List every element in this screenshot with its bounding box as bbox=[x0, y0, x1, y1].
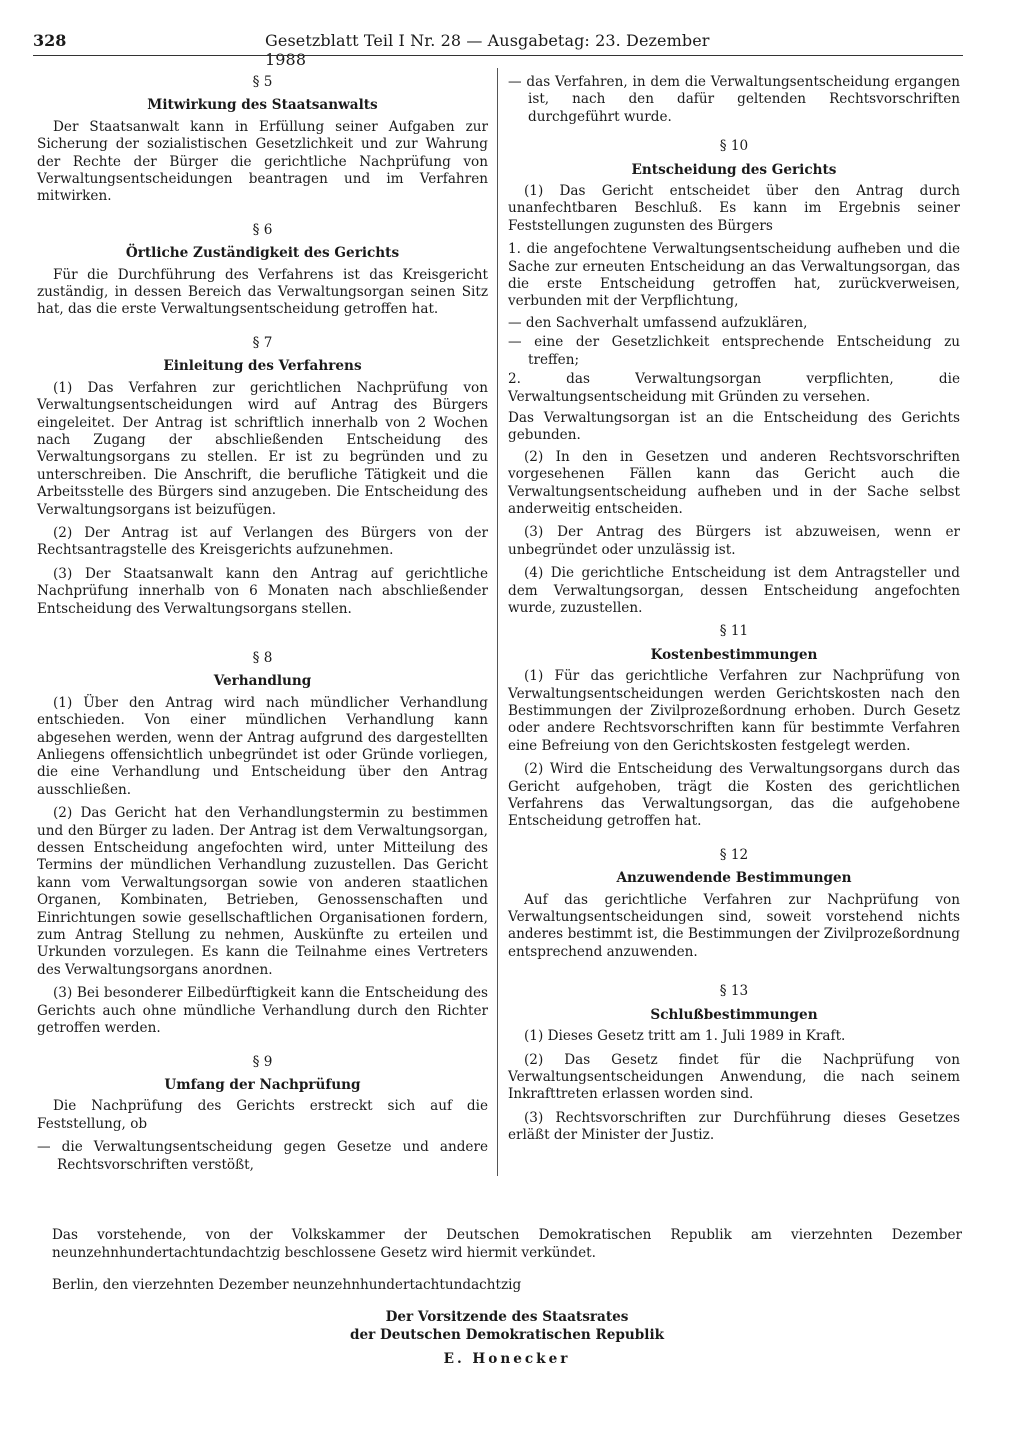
paragraph: Die Nachprüfung des Gerichts erstreckt sich auf die Feststellung, ob bbox=[37, 1098, 488, 1132]
section-title: Schlußbestimmungen bbox=[650, 1006, 818, 1023]
signature-line: Der Vorsitzende des Staatsrates bbox=[385, 1309, 629, 1325]
numbered-item: Das Verwaltungsorgan ist an die Entscheidung des Gerichts gebunden. bbox=[508, 409, 960, 444]
section-title: Kostenbestimmungen bbox=[650, 646, 818, 663]
spacer bbox=[508, 967, 960, 983]
section-number: § 5 bbox=[252, 74, 273, 90]
paragraph: (3) Bei besonderer Eilbedürftigkeit kann die Entscheidung des Gerichts auch ohne mündliche Verhandlung durch den Richter getroffen werden. bbox=[37, 985, 488, 1037]
section-number: § 6 bbox=[252, 221, 273, 238]
dash-list-item: — eine der Gesetzlichkeit entsprechende Entscheidung zu treffen; bbox=[508, 334, 960, 368]
gazette-header-title: Gesetzblatt Teil I Nr. 28 — Ausgabetag: 23. Dezember 1988 bbox=[265, 31, 710, 69]
page-header bbox=[33, 31, 723, 69]
header-rule bbox=[33, 55, 963, 56]
paragraph: (2) Das Gericht hat den Verhandlungstermin zu bestimmen und den Bürger zu laden. Der Antrag ist dem Verwaltungsorgan, dessen Entscheidung angefochten wird, unter Mitteilung des Termins der mündlichen Verhandlung zuzustellen. Das Gericht kann vom Verwaltungsorgan sowie von anderen staatlichen Organen, Kombinaten, Betrieben, Genossenschaften und Einrichtungen sowie gesellschaftlichen Organisationen fordern, zum Antrag Stellung zu nehmen, Auskünfte zu erteilen und Urkunden vorzulegen. Es kann die Teilnahme eines Vertreters des Verwaltungsorgans anordnen. bbox=[37, 805, 488, 978]
place-date: Berlin, den vierzehnten Dezember neunzehnhundertachtundachtzig bbox=[52, 1277, 522, 1293]
section-title: Einleitung des Verfahrens bbox=[163, 358, 362, 375]
section-title: Mitwirkung des Staatsanwalts bbox=[147, 97, 378, 114]
section-title: Anzuwendende Bestimmungen bbox=[616, 870, 852, 887]
section-number: § 10 bbox=[719, 138, 749, 155]
paragraph: (3) Der Antrag des Bürgers ist abzuweisen, wenn er unbegründet oder unzulässig ist. bbox=[508, 524, 960, 558]
numbered-item: 1. die angefochtene Verwaltungsentscheidung aufheben und die Sache zur erneuten Entscheidung an das Verwaltungsorgan, das die erste Entscheidung getroffen hat, zurückverweisen, verbunden mit der Verpflichtung, bbox=[508, 241, 960, 310]
spacer bbox=[37, 325, 488, 335]
section-number: § 9 bbox=[252, 1053, 273, 1070]
spacer bbox=[37, 624, 488, 650]
numbered-item: 2. das Verwaltungsorgan verpflichten, die Verwaltungsentscheidung mit Gründen zu versehen. bbox=[508, 371, 960, 405]
paragraph: Für die Durchführung des Verfahrens ist das Kreisgericht zuständig, in dessen Bereich das Verwaltungsorgan seinen Sitz hat, das die erste Verwaltungsentscheidung getroffen hat. bbox=[37, 266, 488, 318]
dash-list-item: — das Verfahren, in dem die Verwaltungsentscheidung ergangen ist, nach den dafür geltenden Rechtsvorschriften durchgeführt wurde. bbox=[508, 74, 960, 125]
paragraph: (1) Dieses Gesetz tritt am 1. Juli 1989 in Kraft. bbox=[524, 1028, 846, 1045]
section-number: § 13 bbox=[719, 983, 749, 1000]
spacer bbox=[508, 837, 960, 847]
section-number: § 12 bbox=[719, 846, 749, 863]
section-title: Umfang der Nachprüfung bbox=[164, 1076, 361, 1093]
section-title: Entscheidung des Gerichts bbox=[631, 161, 837, 178]
left-column bbox=[37, 74, 488, 1176]
section-number: § 8 bbox=[252, 649, 273, 666]
section-number: § 7 bbox=[252, 334, 273, 351]
paragraph: (1) Über den Antrag wird nach mündlicher Verhandlung entschieden. Von einer mündlichen Verhandlung kann abgesehen werden, wenn der Antrag aufgrund des dargestellten Anliegens offensichtlich unbegründet ist oder Gründe vorliegen, die eine Verhandlung und Entscheidung über den Antrag ausschließen. bbox=[37, 694, 488, 798]
paragraph: (1) Das Gericht entscheidet über den Antrag durch unanfechtbaren Beschluß. Es kann im Ergebnis seiner Feststellungen zugunsten des Bürgers bbox=[508, 183, 960, 234]
paragraph: (3) Der Staatsanwalt kann den Antrag auf gerichtliche Nachprüfung innerhalb von 6 Monaten nach abschließender Entscheidung des Verwaltungsorgans stellen. bbox=[37, 565, 488, 617]
section-number: § 11 bbox=[719, 623, 749, 640]
column-divider bbox=[497, 68, 498, 1176]
dash-list-item: — den Sachverhalt umfassend aufzuklären, bbox=[508, 314, 808, 331]
paragraph: (2) In den in Gesetzen und anderen Rechtsvorschriften vorgesehenen Fällen kann das Gericht auch die Verwaltungsentscheidung aufheben und in der Sache selbst anderweitig entscheiden. bbox=[508, 448, 960, 517]
signature-line: der Deutschen Demokratischen Republik bbox=[349, 1327, 665, 1343]
spacer bbox=[37, 212, 488, 222]
promulgation-block bbox=[52, 1226, 962, 1368]
paragraph: (2) Das Gesetz findet für die Nachprüfung von Verwaltungsentscheidungen Anwendung, die nach seinem Inkrafttreten erlassen worden sind. bbox=[508, 1051, 960, 1103]
paragraph: (2) Der Antrag ist auf Verlangen des Bürgers von der Rechtsantragstelle des Kreisgerichts aufzunehmen. bbox=[37, 524, 488, 559]
spacer bbox=[37, 1044, 488, 1054]
section-title: Verhandlung bbox=[213, 673, 312, 690]
paragraph: (1) Das Verfahren zur gerichtlichen Nachprüfung von Verwaltungsentscheidungen wird auf Antrag des Bürgers eingeleitet. Der Antrag ist schriftlich innerhalb von 2 Wochen nach Zugang der abschließenden Entscheidung des Verwaltungsorgans zu stellen. Er ist zu begründen und zu unterschreiben. Die Anschrift, die berufliche Tätigkeit und die Arbeitsstelle des Bürgers sind anzugeben. Die Entscheidung des Verwaltungsorgans ist beizufügen. bbox=[37, 379, 488, 518]
paragraph: (3) Rechtsvorschriften zur Durchführung dieses Gesetzes erläßt der Minister der Justiz. bbox=[508, 1109, 960, 1144]
page-number: 328 bbox=[33, 31, 67, 50]
paragraph: (4) Die gerichtliche Entscheidung ist dem Antragsteller und dem Verwaltungsorgan, dessen Entscheidung angefochten wurde, zuzustellen. bbox=[508, 565, 960, 616]
spacer bbox=[508, 128, 960, 138]
paragraph: Der Staatsanwalt kann in Erfüllung seiner Aufgaben zur Sicherung der sozialistischen Gesetzlichkeit und zur Wahrung der Rechte der Bürger die gerichtliche Nachprüfung von Verwaltungsentscheidungen beantragen und im Verfahren mitwirken. bbox=[37, 118, 488, 205]
dash-list-item: — die Verwaltungsentscheidung gegen Gesetze und andere Rechtsvorschriften verstößt, bbox=[37, 1139, 488, 1173]
paragraph: (1) Für das gerichtliche Verfahren zur Nachprüfung von Verwaltungsentscheidungen werden Gerichtskosten nach den Bestimmungen der Zivilprozeßordnung erhoben. Durch Gesetz oder andere Rechtsvorschriften kann für bestimmte Verfahren eine Befreiung von den Gerichtskosten festgelegt werden. bbox=[508, 668, 960, 754]
promulgation-text: Das vorstehende, von der Volkskammer der Deutschen Demokratischen Republik am vierzehnten Dezember neunzehnhundertachtundachtzig beschlossene Gesetz wird hiermit verkündet. bbox=[52, 1227, 962, 1261]
signature-block bbox=[52, 1308, 962, 1368]
paragraph: Auf das gerichtliche Verfahren zur Nachprüfung von Verwaltungsentscheidungen sind, soweit vorstehend nichts anderes bestimmt ist, die Bestimmungen der Zivilprozeßordnung entsprechend anzuwenden. bbox=[508, 891, 960, 960]
signatory-name: E. Honecker bbox=[443, 1351, 571, 1367]
section-title: Örtliche Zuständigkeit des Gerichts bbox=[125, 245, 400, 262]
right-column bbox=[508, 74, 960, 1151]
paragraph: (2) Wird die Entscheidung des Verwaltungsorgans durch das Gericht aufgehoben, trägt die Kosten des gerichtlichen Verfahrens das Verwaltungsorgan, das die aufgehobene Entscheidung getroffen hat. bbox=[508, 761, 960, 830]
